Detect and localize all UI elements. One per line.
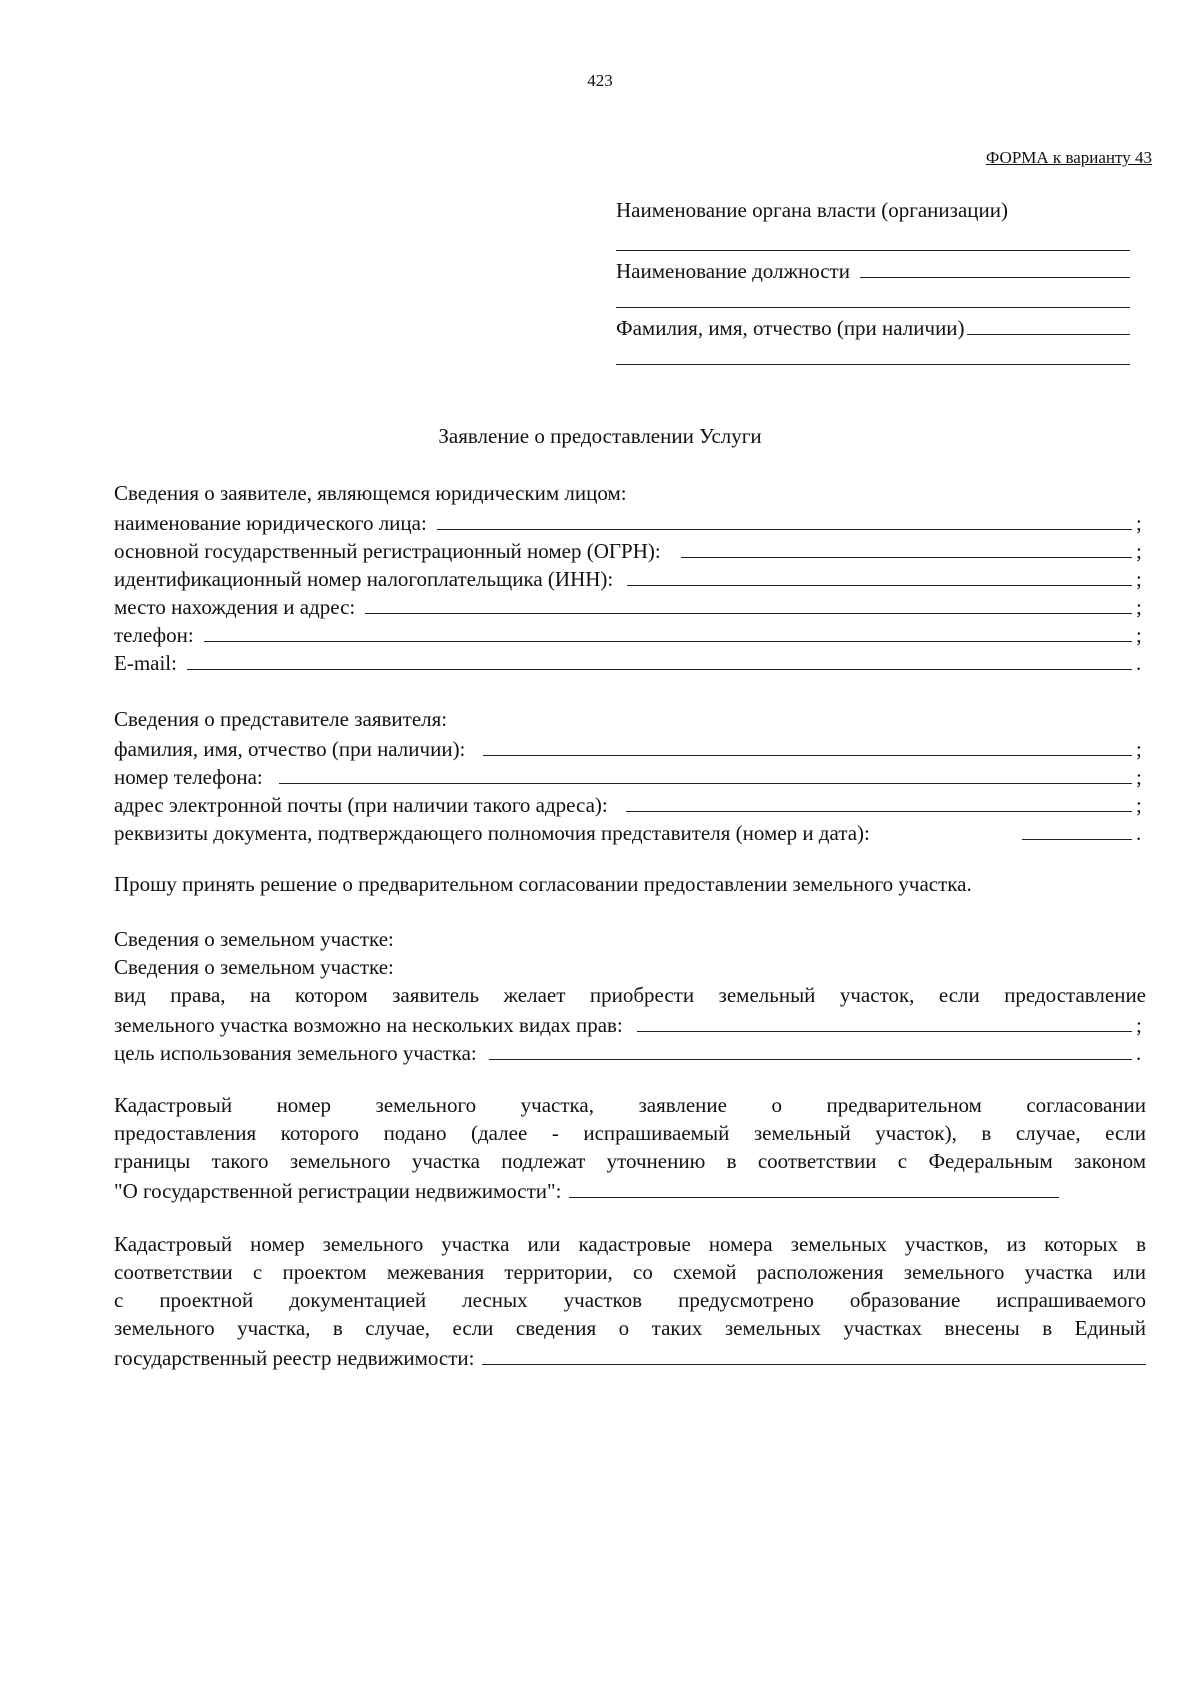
rep-email-label: адрес электронной почты (при наличии такого адреса): xyxy=(114,793,608,817)
purpose-blank[interactable] xyxy=(489,1037,1132,1060)
applicant-heading: Сведения о заявителе, являющемся юридическим лицом: xyxy=(114,481,627,505)
right-type-row xyxy=(114,1009,1146,1037)
representative-heading: Сведения о представителе заявителя: xyxy=(114,707,448,731)
field-end: ; xyxy=(1136,623,1142,647)
phone-label: телефон: xyxy=(114,623,194,647)
applicant-field-row xyxy=(114,619,1146,647)
cadastral-blank[interactable] xyxy=(569,1175,1059,1198)
cadastral-line: границы такого земельного участка подлежат уточнению в соответствии с Федеральным законом xyxy=(114,1149,1146,1173)
authority-blank[interactable] xyxy=(616,226,1130,251)
form-variant-label: ФОРМА к варианту 43 xyxy=(985,148,1152,167)
position-line xyxy=(616,255,1130,283)
cadastral-line: Кадастровый номер земельного участка, заявление о предварительном согласовании xyxy=(114,1093,1146,1117)
rep-name-blank[interactable] xyxy=(483,733,1132,756)
rep-doc-blank[interactable] xyxy=(1022,817,1132,840)
right-type-label: земельного участка возможно на нескольких видах прав: xyxy=(114,1013,623,1037)
field-end: . xyxy=(1136,1041,1142,1065)
purpose-row xyxy=(114,1037,1146,1065)
field-end: ; xyxy=(1136,793,1142,817)
rep-phone-blank[interactable] xyxy=(279,761,1132,784)
authority-label: Наименование органа власти (организации) xyxy=(616,198,1008,222)
addressee-block xyxy=(616,198,1130,369)
full-name-line xyxy=(616,312,1130,340)
phone-blank[interactable] xyxy=(204,619,1132,642)
field-end: ; xyxy=(1136,1013,1142,1037)
source-plots-line: Кадастровый номер земельного участка или кадастровые номера земельных участков, из которых в xyxy=(114,1232,1146,1256)
inn-blank[interactable] xyxy=(627,563,1132,586)
position-blank[interactable] xyxy=(860,255,1130,278)
field-end: ; xyxy=(1136,567,1142,591)
address-label: место нахождения и адрес: xyxy=(114,595,356,619)
source-plots-label: государственный реестр недвижимости: xyxy=(114,1346,475,1370)
land-heading-2: Сведения о земельном участке: xyxy=(114,955,394,979)
rep-phone-label: номер телефона: xyxy=(114,765,263,789)
purpose-label: цель использования земельного участка: xyxy=(114,1041,477,1065)
rep-name-label: фамилия, имя, отчество (при наличии): xyxy=(114,737,466,761)
request-text: Прошу принять решение о предварительном согласовании предоставлении земельного участка. xyxy=(114,872,972,896)
full-name-blank[interactable] xyxy=(967,312,1130,335)
cadastral-paragraph xyxy=(114,1091,1146,1203)
email-blank[interactable] xyxy=(187,647,1132,670)
email-label: E-mail: xyxy=(114,651,177,675)
position-blank-2[interactable] xyxy=(616,283,1130,308)
inn-label: идентификационный номер налогоплательщика (ИНН): xyxy=(114,567,614,591)
full-name-label: Фамилия, имя, отчество (при наличии) xyxy=(616,316,965,340)
applicant-field-row xyxy=(114,591,1146,619)
representative-field-row xyxy=(114,761,1146,789)
document-title: Заявление о предоставлении Услуги xyxy=(438,424,762,448)
request-paragraph xyxy=(114,870,1146,898)
field-end: . xyxy=(1136,651,1142,675)
position-label: Наименование должности xyxy=(616,259,850,283)
cadastral-line: предоставления которого подано (далее - испрашиваемый земельный участок), в случае, если xyxy=(114,1121,1146,1145)
right-type-line: вид права, на котором заявитель желает приобрести земельный участок, если предоставление xyxy=(114,983,1146,1007)
legal-name-label: наименование юридического лица: xyxy=(114,511,427,535)
cadastral-label: "О государственной регистрации недвижимости": xyxy=(114,1179,562,1203)
source-plots-paragraph xyxy=(114,1230,1146,1370)
applicant-field-row xyxy=(114,563,1146,591)
applicant-field-row xyxy=(114,535,1146,563)
field-end: ; xyxy=(1136,595,1142,619)
full-name-blank-2[interactable] xyxy=(616,340,1130,365)
applicant-field-row xyxy=(114,507,1146,535)
source-plots-line: соответствии с проектом межевания территории, со схемой расположения земельного участка или xyxy=(114,1260,1146,1284)
legal-name-blank[interactable] xyxy=(437,507,1132,530)
field-end: ; xyxy=(1136,539,1142,563)
page-number: 423 xyxy=(587,71,613,90)
authority-line xyxy=(616,198,1130,226)
representative-field-row xyxy=(114,789,1146,817)
cadastral-row xyxy=(114,1175,1146,1203)
right-type-blank[interactable] xyxy=(637,1009,1132,1032)
applicant-field-row xyxy=(114,647,1146,675)
source-plots-blank[interactable] xyxy=(482,1342,1146,1365)
applicant-section xyxy=(114,479,1146,675)
land-section xyxy=(114,925,1146,1065)
field-end: ; xyxy=(1136,765,1142,789)
field-end: . xyxy=(1136,821,1142,845)
representative-section xyxy=(114,705,1146,845)
ogrn-label: основной государственный регистрационный номер (ОГРН): xyxy=(114,539,661,563)
rep-email-blank[interactable] xyxy=(626,789,1132,812)
source-plots-line: земельного участка, в случае, если сведения о таких земельных участках внесены в Единый xyxy=(114,1316,1146,1340)
rep-doc-label: реквизиты документа, подтверждающего полномочия представителя (номер и дата): xyxy=(114,821,870,845)
land-heading: Сведения о земельном участке: xyxy=(114,927,394,951)
address-blank[interactable] xyxy=(365,591,1132,614)
source-plots-line: с проектной документацией лесных участков предусмотрено образование испрашиваемого xyxy=(114,1288,1146,1312)
ogrn-blank[interactable] xyxy=(681,535,1132,558)
representative-field-row xyxy=(114,733,1146,761)
field-end: ; xyxy=(1136,511,1142,535)
field-end: ; xyxy=(1136,737,1142,761)
source-plots-row xyxy=(114,1342,1146,1370)
representative-field-row xyxy=(114,817,1146,845)
